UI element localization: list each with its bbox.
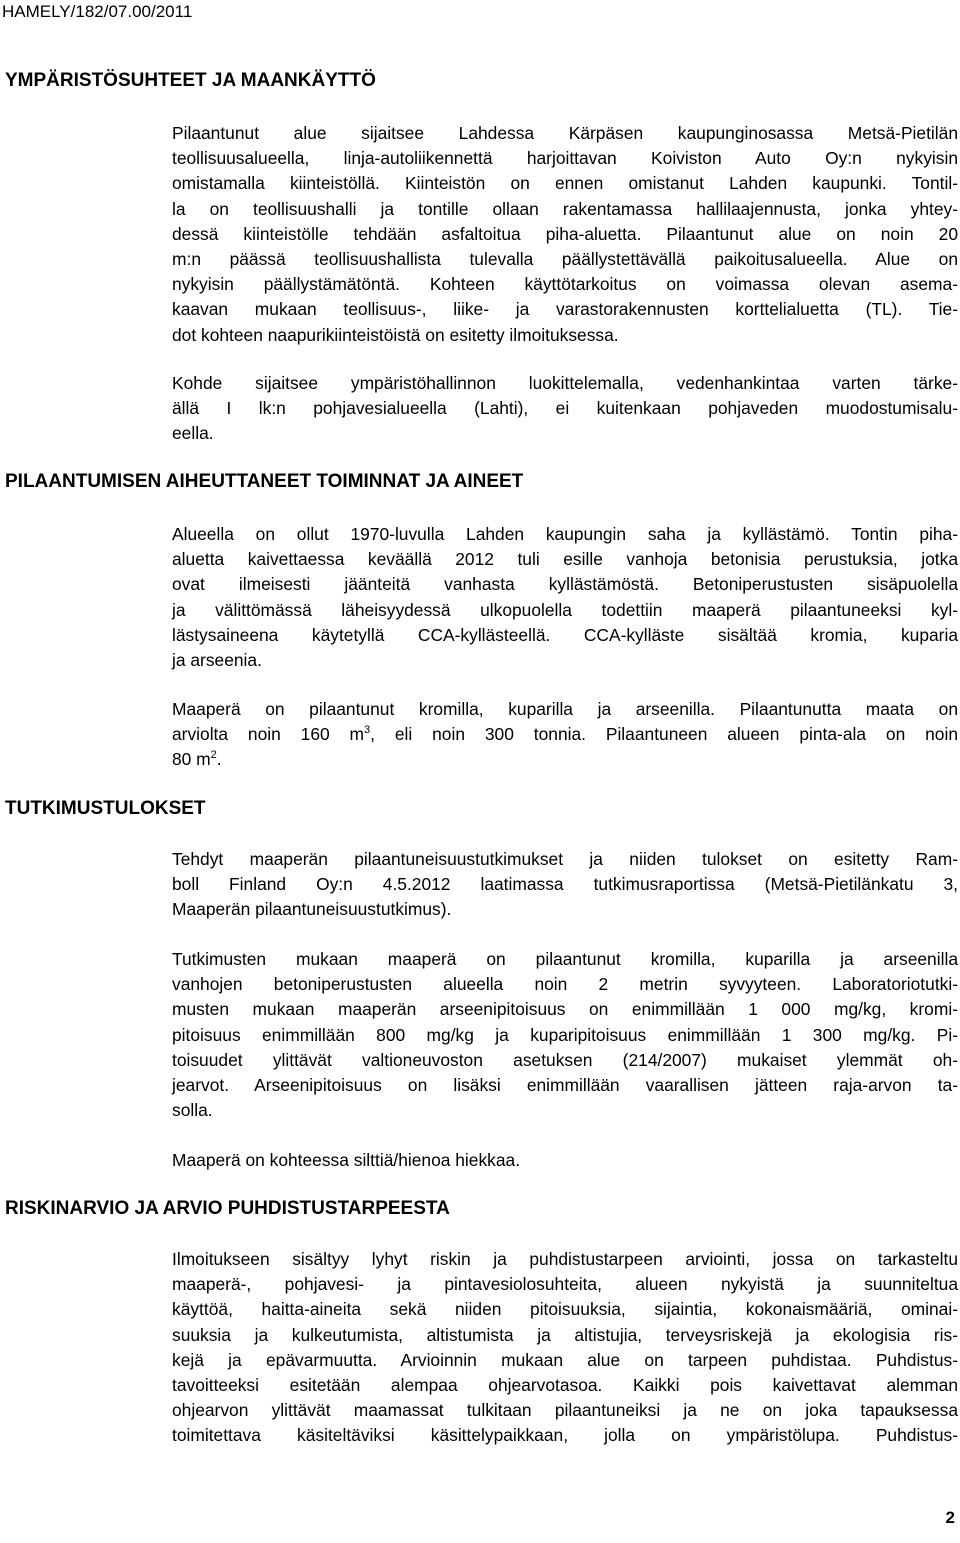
text-line: omistamalla kiinteistöllä. Kiinteistön on ennen omistanut Lahden kaupunki. Tontil- — [172, 173, 958, 194]
text-line — [172, 722, 958, 747]
text-line: jearvot. Arseenipitoisuus on lisäksi enimmillään vaarallisen jätteen raja-arvon ta- — [172, 1075, 958, 1096]
text-line: toisuudet ylittävät valtioneuvoston asetuksen (214/2007) mukaiset ylemmät oh- — [172, 1049, 958, 1070]
text-line: toimitettava käsiteltäviksi käsittelypaikkaan, jolla on ympäristölupa. Puhdistus- — [172, 1425, 958, 1446]
text-line: Tehdyt maaperän pilaantuneisuustutkimukset ja niiden tulokset on esitetty Ram- — [172, 849, 958, 869]
text-line: Kohde sijaitsee ympäristöhallinnon luokittelemalla, vedenhankintaa varten tärke- — [172, 373, 958, 393]
text-line: Maaperä on kohteessa silttiä/hienoa hiekkaa. — [172, 1150, 521, 1170]
text-line: la on teollisuushalli ja tontille ollaan rakentamassa hallilaajennusta, jonka yhtey- — [172, 198, 958, 219]
text-line: nykyisin päällystämätöntä. Kohteen käyttötarkoitus on voimassa olevan asema- — [172, 274, 958, 295]
text-line: musten mukaan maaperän arseenipitoisuus on enimmillään 1 000 mg/kg, kromi- — [172, 999, 958, 1020]
text-line: ja välittömässä läheisyydessä ulkopuolella todettiin maaperä pilaantuneeksi kyl- — [172, 599, 958, 620]
text-fragment: . — [216, 749, 222, 770]
paragraph-results-2 — [172, 947, 958, 1123]
paragraph-environment-2 — [172, 371, 958, 447]
text-line: ällä I lk:n pohjavesialueella (Lahti), ei kuitenkaan pohjaveden muodostumisalu- — [172, 398, 958, 419]
paragraph-risk-1 — [172, 1247, 958, 1449]
document-reference: HAMELY/182/07.00/2011 — [2, 2, 193, 21]
text-line: kejä ja epävarmuutta. Arvioinnin mukaan alue on tarpeen puhdistaa. Puhdistus- — [172, 1349, 958, 1370]
text-line: tavoitteeksi esitetään alempaa ohjearvotasoa. Kaikki pois kaivettavat alemman — [172, 1375, 958, 1396]
text-line: käyttöä, haitta-aineita sekä niiden pitoisuuksia, sijaintia, kokonaismääriä, ominai- — [172, 1299, 958, 1320]
text-line: boll Finland Oy:n 4.5.2012 laatimassa tutkimusraportissa (Metsä-Pietilänkatu 3, — [172, 874, 958, 895]
text-line: Maaperän pilaantuneisuustutkimus). — [172, 899, 452, 920]
text-line: m:n päässä teollisuushallista tulevalla päällystettävällä paikoitusalueella. Alue on — [172, 249, 958, 270]
text-fragment: 80 m — [172, 749, 211, 770]
text-line: aluetta kaivettaessa keväällä 2012 tuli esille vanhoja betonisia perustuksia, jotka — [172, 549, 958, 570]
section-heading-environment: YMPÄRISTÖSUHTEET JA MAANKÄYTTÖ — [5, 70, 376, 91]
text-line: ohjearvon ylittävät maamassat tulkitaan pilaantuneiksi ja ne on joka tapauksessa — [172, 1400, 958, 1421]
text-line: dessä kiinteistölle tehdään asfaltoitua piha-aluetta. Pilaantunut alue on noin 20 — [172, 223, 958, 244]
paragraph-results-3 — [172, 1148, 958, 1173]
section-heading-causes: PILAANTUMISEN AIHEUTTANEET TOIMINNAT JA AINEET — [5, 471, 524, 492]
text-line — [172, 747, 958, 772]
text-line: ja arseenia. — [172, 650, 262, 671]
superscript: 2 — [210, 749, 217, 762]
text-line: solla. — [172, 1100, 213, 1121]
text-fragment: , eli noin 300 tonnia. Pilaantuneen alueen pinta-ala on noin — [370, 724, 959, 745]
text-line: Ilmoitukseen sisältyy lyhyt riskin ja puhdistustarpeen arviointi, jossa on tarkasteltu — [172, 1249, 958, 1269]
text-line: dot kohteen naapurikiinteistöistä on esitetty ilmoituksessa. — [172, 324, 619, 345]
text-line: Maaperä on pilaantunut kromilla, kuparilla ja arseenilla. Pilaantunutta maata on — [172, 699, 958, 719]
text-line: teollisuusalueella, linja-autoliikennettä harjoittavan Koiviston Auto Oy:n nykyisin — [172, 148, 958, 169]
page-number: 2 — [945, 1508, 955, 1527]
section-heading-risk: RISKINARVIO JA ARVIO PUHDISTUSTARPEESTA — [5, 1198, 450, 1219]
text-line: lästysaineena käytetyllä CCA-kyllästeellä. CCA-kylläste sisältää kromia, kuparia — [172, 624, 958, 645]
paragraph-results-1 — [172, 847, 958, 923]
text-line: Pilaantunut alue sijaitsee Lahdessa Kärpäsen kaupunginosassa Metsä-Pietilän — [172, 123, 958, 143]
text-line: maaperä-, pohjavesi- ja pintavesiolosuhteita, alueen nykyistä ja suunniteltua — [172, 1274, 958, 1295]
paragraph-causes-2 — [172, 697, 958, 773]
text-line: pitoisuus enimmillään 800 mg/kg ja kuparipitoisuus enimmillään 1 300 mg/kg. Pi- — [172, 1024, 958, 1045]
paragraph-causes-1 — [172, 522, 958, 673]
text-line: Tutkimusten mukaan maaperä on pilaantunut kromilla, kuparilla ja arseenilla — [172, 949, 958, 969]
text-line: eella. — [172, 423, 214, 444]
paragraph-environment-1 — [172, 121, 958, 348]
text-line: ovat ilmeisesti jäänteitä vanhasta kyllästämöstä. Betoniperustusten sisäpuolella — [172, 574, 958, 595]
text-line: vanhojen betoniperustusten alueella noin 2 metrin syvyyteen. Laboratoriotutki- — [172, 974, 958, 995]
text-fragment: arviolta noin 160 m — [172, 724, 365, 745]
text-line: kaavan mukaan teollisuus-, liike- ja varastorakennusten korttelialuetta (TL). Tie- — [172, 299, 958, 320]
text-line: Alueella on ollut 1970-luvulla Lahden kaupungin saha ja kyllästämö. Tontin piha- — [172, 524, 958, 544]
section-heading-results: TUTKIMUSTULOKSET — [5, 798, 206, 819]
superscript: 3 — [364, 724, 371, 737]
text-line: suuksia ja kulkeutumista, altistumista ja altistujia, terveysriskejä ja ekologisia ris- — [172, 1324, 958, 1345]
